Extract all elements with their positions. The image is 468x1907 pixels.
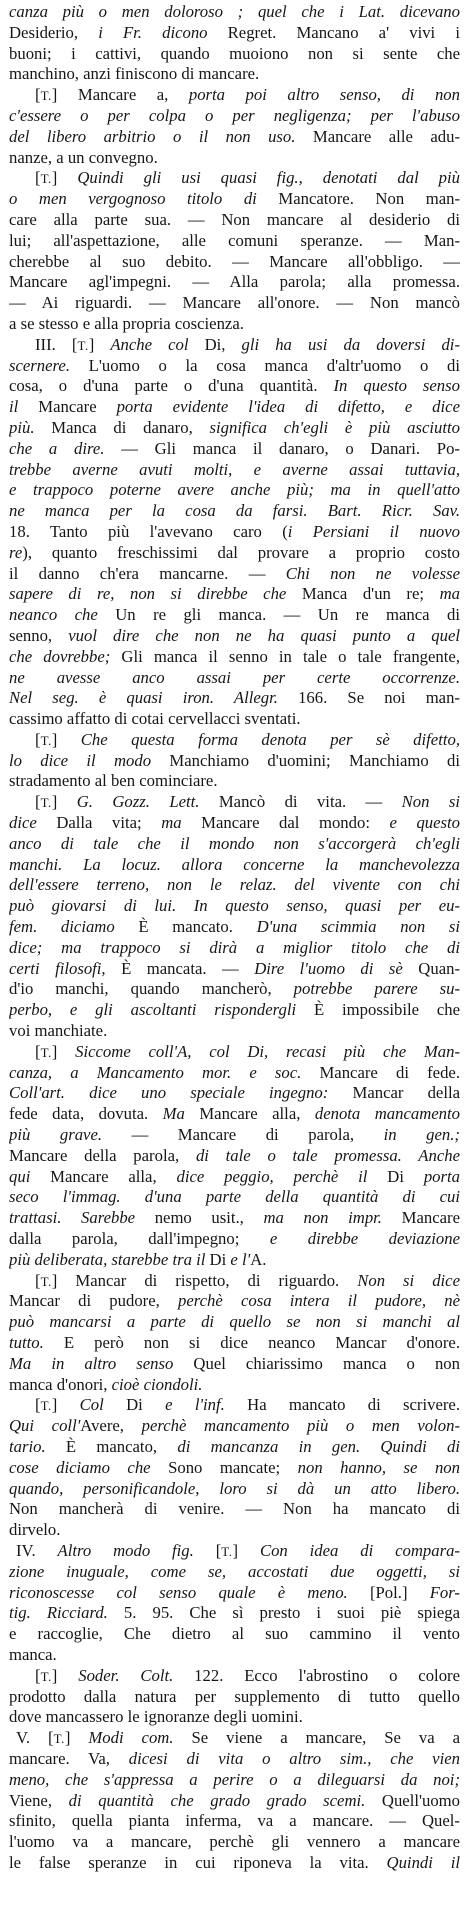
text-line: [T.] G. Gozz. Lett. Mancò di vita. — Non si [35,792,460,812]
text-line: meno, che s'appressa a perire o a dileguarsi da noi; [9,1769,460,1789]
text-line: [T.] Che questa forma denota per sè difetto, [35,729,460,749]
text-line: cosa, o d'una parte o d'una quantità. In questo senso [9,376,460,396]
text-line: trebbe averne avuti molti, e averne assai tuttavia, [9,459,460,479]
text-line: manchino, anzi finiscono di mancare. [9,64,260,84]
text-line: il danno ch'era mancarne. — Chi non ne volesse [9,563,460,583]
text-line: certi filosofi, È mancata. — Dire l'uomo di sè Quan- [9,958,460,978]
text-line: riconoscesse col senso quale è meno. [Pol.] For- [9,1582,460,1602]
text-line: lui; all'aspettazione, alle comuni speranze. — Man- [9,230,460,250]
text-line: fem. diciamo È mancato. D'una scimmia non si [9,917,460,937]
text-line: cose diciamo che Sono mancate; non hanno, se non [9,1457,460,1477]
text-line: stradamento al ben cominciare. [9,771,218,791]
text-line: senno, vuol dire che non ne ha quasi punto a quel [9,625,460,645]
text-line: Non mancherà di venire. — Non ha mancato di [9,1499,460,1519]
text-line: Viene, di quantità che grado grado scemi. Quell'uomo [9,1790,460,1810]
text-line: che a dire. — Gli manca il danaro, o Danari. Po- [9,438,460,458]
text-line: lo dice il modo Manchiamo d'uomini; Manchiamo di [9,750,460,770]
text-line: voi manchiate. [9,1021,108,1041]
text-line: [T.] Siccome coll'A, col Di, recasi più che Man- [35,1041,460,1061]
text-line: può giovarsi di lui. In questo senso, quasi per eu- [9,896,460,916]
text-line: zione inuguale, come se, accostati due oggetti, si [9,1561,460,1581]
text-line: sapere di re, non si direbbe che Manca d'un re; ma [9,584,460,604]
text-line: fede data, dovuta. Ma Mancare alla, denota mancamento [9,1104,460,1124]
text-line: mancare. Va, dicesi di vita o altro sim., che vien [9,1748,460,1768]
text-line: scernere. L'uomo o la cosa manca d'altr'uomo o di [9,355,460,375]
text-line: le false speranze in cui riponeva la vita. Quindi il [9,1852,460,1872]
text-line: ne avesse anco assai per certe occorrenze. [9,667,460,687]
text-line: manca. [9,1644,57,1664]
text-line: più. Manca di danaro, significa ch'egli è più asciutto [9,417,460,437]
text-line: neanco che Un re gli manca. — Un re manca di [9,605,460,625]
text-line: [T.] Mancare a, porta poi altro senso, di non [35,85,460,105]
text-line: dirvelo. [9,1520,61,1540]
text-line: Mancare della parola, di tale o tale promessa. Anche [9,1145,460,1165]
text-line: manca d'onori, cioè ciondoli. [9,1374,203,1394]
text-line: Coll'art. dice uno speciale ingegno: Mancar della [9,1083,460,1103]
text-line: buoni; i cattivi, quando muoiono non si sente che [9,43,460,63]
text-line: dove mancassero le ignoranze degli uomini. [9,1707,303,1727]
text-line: III. [T.] Anche col Di, gli ha usi da doversi di- [35,334,460,354]
text-line: re), quanto freschissimi dal provare a proprio costo [9,542,460,562]
text-line: qui Mancare alla, dice peggio, perchè il Di porta [9,1166,460,1186]
text-line: [T.] Soder. Colt. 122. Ecco l'abrostino o colore [35,1665,460,1685]
text-line: perbo, e gli ascoltanti rispondergli È impossibile che [9,1000,460,1020]
text-line: il Mancare porta evidente l'idea di difetto, e dice [9,397,460,417]
text-line: — Ai riguardi. — Mancare all'onore. — Non mancò [9,293,460,313]
text-line: può mancarsi a parte di quello se non si manchi al [9,1312,460,1332]
text-line: dice Dalla vita; ma Mancare dal mondo: e questo [9,813,460,833]
text-line: nanze, a un convegno. [9,147,158,167]
text-line: Nel seg. è quasi iron. Allegr. 166. Se noi man- [9,688,460,708]
text-line: Qui coll'Avere, perchè mancamento più o men volon- [9,1416,460,1436]
text-line: d'io manchi, quando mancherò, potrebbe parere su- [9,979,460,999]
text-line: Mancar di pudore, perchè cosa intera il pudore, nè [9,1291,460,1311]
text-line: sfinito, quella pianta inferma, va a mancare. — Quel- [9,1811,460,1831]
text-line: prodotto dalla natura per supplemento di tutto quello [9,1686,460,1706]
text-line: più grave. — Mancare di parola, in gen.; [9,1125,460,1145]
text-line: a se stesso e alla propria coscienza. [9,313,244,333]
text-line: cassimo affatto di cotai cervellacci sventati. [9,709,301,729]
text-line: tutto. E però non si dice neanco Mancar d'onore. [9,1333,460,1352]
text-line: tario. È mancato, di mancanza in gen. Quindi di [9,1436,460,1456]
text-line: [T.] Col Di e l'inf. Ha mancato di scrivere. [35,1395,460,1415]
text-line: canza, a Mancamento mor. e soc. Mancare di fede. [9,1062,460,1082]
text-line: Desiderio, i Fr. dicono Regret. Mancano a' vivi i [9,22,460,42]
text-line: c'essere o per colpa o per negligenza; per l'abuso [9,105,460,125]
text-line: tig. Ricciard. 5. 95. Che sì presto i suoi piè spiega [9,1603,460,1623]
text-line: più deliberata, starebbe tra il Di e l'A. [9,1249,267,1269]
text-line: [T.] Quindi gli usi quasi fig., denotati dal più [35,168,460,188]
text-line: ne manca per la cosa da farsi. Bart. Ricr. Sav. [9,501,460,521]
text-line: trattasi. Sarebbe nemo usit., ma non impr. Mancare [9,1208,460,1228]
text-line: o men vergognoso titolo di Mancatore. Non man- [9,189,460,209]
text-line: care alla parte sua. — Non mancare al desiderio di [9,209,460,229]
text-line: Mancare agl'impegni. — Alla parola; alla promessa. [9,272,460,292]
text-line: che dovrebbe; Gli manca il senno in tale o tale frangente, [9,646,460,666]
text-line: IV. Altro modo fig. [T.] Con idea di compara- [16,1540,460,1560]
text-line: Ma in altro senso Quel chiarissimo manca o non [9,1353,460,1373]
text-line: e raccoglie, Che dietro al suo cammino il vento [9,1624,460,1644]
text-line: del libero arbitrio o il non uso. Mancare alle adu- [9,126,460,146]
text-line: dalla parola, dall'impegno; e direbbe deviazione [9,1229,460,1249]
text-line: canza più o men doloroso ; quel che i Lat. dicevano [9,2,460,21]
text-line: cherebbe al suo debito. — Mancare all'obbligo. — [9,251,460,271]
text-line: seco l'immag. d'una parte della quantità di cui [9,1187,460,1207]
text-line: [T.] Mancar di rispetto, di riguardo. Non si dice [35,1270,460,1290]
text-line: V. [T.] Modi com. Se viene a mancare, Se va a [16,1728,460,1748]
text-line: anco di tale che il mondo non s'accorgerà ch'egli [9,833,460,853]
text-line: quando, personificandole, loro si dà un atto libero. [9,1478,460,1498]
text-line: manchi. La locuz. allora concerne la manchevolezza [9,854,460,874]
text-line: dice; ma trappoco si dirà a miglior titolo che di [9,937,460,957]
text-line: 18. Tanto più l'avevano caro (i Persiani il nuovo [9,521,460,541]
text-line: e trappoco poterne avere anche più; ma in quell'atto [9,480,460,500]
text-line: l'uomo va a mancare, perchè gli vennero a mancare [9,1832,460,1852]
text-line: dell'essere terreno, non le relaz. del vivente con chi [9,875,460,895]
